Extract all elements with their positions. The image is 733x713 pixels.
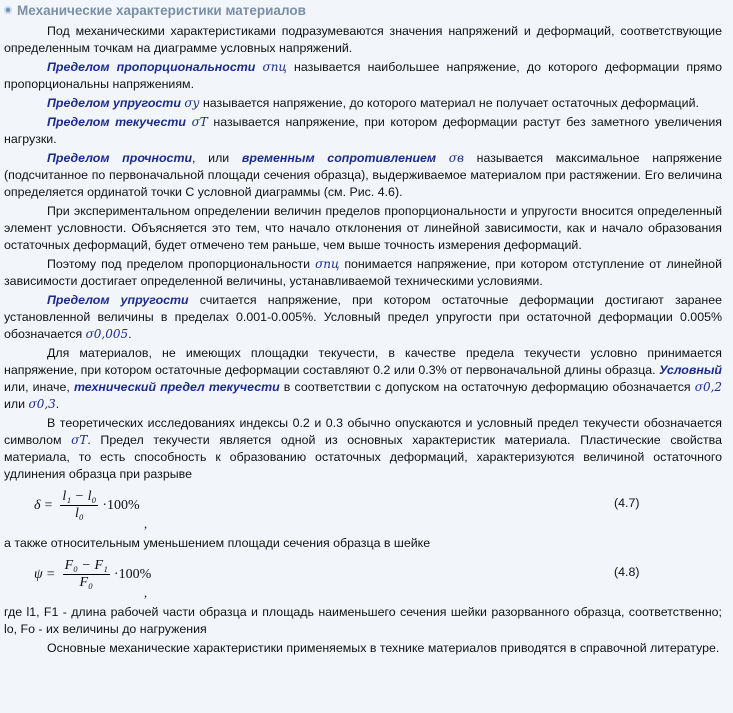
paragraph-between-formulas: а также относительным уменьшением площади сечения образца в шейке	[4, 536, 431, 550]
article-body	[4, 23, 722, 659]
formula-fraction	[63, 558, 110, 591]
symbol-sigma-t: σТ	[71, 433, 88, 447]
paragraph-text: понимается напряжение, при котором отступление от линейной зависимости достигает определенной величины, устанавливаемой техническими условиями.	[4, 257, 722, 288]
term-elastic-limit: Пределом упругости	[47, 96, 181, 110]
paragraph-text: , или	[192, 151, 242, 165]
formula-comma: ,	[144, 517, 148, 531]
paragraph-text: называется напряжение, до которого материал не получает остаточных деформаций.	[199, 96, 699, 110]
term-proportionality-limit: Пределом пропорциональности	[47, 60, 256, 74]
formula-equals: =	[44, 497, 53, 513]
symbol-sigma-pc: σпц	[262, 60, 287, 74]
paragraph-text: называется максимальное напряжение (подсчитанное по первоначальной площади сечения образца), выдерживаемое материалом при растяжении. Его величина определяется ординатой точки С условной диаграммы (см. Рис. 4.6).	[4, 151, 722, 199]
paragraph-experimental: При экспериментальном определении величин пределов пропорциональности и упругости вносится определенный элемент условности. Объясняется это тем, что начало отклонения от линейной зависимости, как и начало образования остаточных деформаций, будет отмечено тем раньше, чем выше точность измерения деформаций.	[4, 204, 722, 252]
formula-equals: =	[46, 566, 55, 582]
paragraph-elastic-limit-conventional	[4, 292, 722, 343]
term-ultimate-resistance: временным сопротивлением	[241, 151, 437, 165]
paragraph-notation: где l1, F1 - длина рабочей части образца и площадь наименьшего сечения шейки разорванного образца, соответственно; lо, Fо - их величины до нагружения	[4, 605, 722, 636]
paragraph-proportionality-definition	[4, 256, 722, 290]
paragraph-text: называется наибольшее напряжение, до которого деформации прямо пропорциональны напряжениям.	[4, 60, 722, 91]
symbol-sigma-03: σ0,3	[28, 397, 56, 411]
paragraph-conclusion: Основные механические характеристики применяемых в технике материалов приводятся в справочной литературе.	[47, 641, 720, 655]
symbol-sigma-v: σв	[448, 151, 464, 165]
paragraph-text: или, иначе,	[4, 380, 74, 394]
page-title: Механические характеристики материалов	[17, 2, 306, 18]
paragraph-text: считается напряжение, при котором остаточные деформации достигают заранее установленной величины в пределах 0.001-0.005%. Условный предел упругости при остаточной деформации 0.005% обозначается	[4, 293, 722, 341]
symbol-sigma-pc: σпц	[315, 257, 340, 271]
paragraph-text: Поэтому под пределом пропорциональности	[47, 257, 316, 271]
symbol-sigma-02: σ0,2	[694, 380, 723, 394]
formula-lhs: δ	[34, 497, 41, 513]
paragraph-text: или	[4, 397, 29, 411]
section-header	[0, 0, 306, 20]
formula-numerator: l₁ − l₀	[62, 489, 97, 504]
paragraph-yield-strength	[4, 114, 722, 148]
term-tensile-strength: Пределом прочности	[47, 151, 193, 165]
paragraph-text: В теоретических исследованиях индексы 0.2 и 0.3 обычно опускаются и условный предел текучести обозначается символом	[4, 416, 722, 447]
term-technical-yield: технический предел текучести	[73, 380, 280, 394]
formula-denominator: F₀	[79, 575, 93, 590]
formula-elongation	[4, 485, 722, 531]
formula-lhs: ψ	[34, 566, 43, 582]
paragraph-intro: Под механическими характеристиками подразумеваются значения напряжений и деформаций, соответствующие определенным точкам на диаграмме условных напряжений.	[4, 24, 722, 55]
paragraph-conventional-yield	[4, 345, 722, 413]
paragraph-proportionality-limit	[4, 59, 722, 93]
paragraph-text: называется напряжение, при котором деформации растут без заметного увеличения нагрузки.	[4, 115, 722, 146]
formula-expression	[34, 489, 140, 522]
term-conventional: Условный	[659, 363, 722, 377]
formula-denominator: l₀	[75, 506, 84, 521]
formula-area-reduction	[4, 554, 722, 600]
paragraph-tensile-strength	[4, 150, 722, 201]
paragraph-text: в соответствии с допуском на остаточную деформацию обозначается	[279, 380, 695, 394]
formula-rhs: ·100%	[113, 566, 152, 582]
symbol-sigma-0005: σ0,005	[85, 327, 129, 341]
paragraph-text: .	[128, 327, 132, 341]
symbol-sigma-t: σТ	[191, 115, 208, 129]
term-yield-strength: Пределом текучести	[47, 115, 186, 129]
paragraph-text: Для материалов, не имеющих площадки текучести, в качестве предела текучести условно принимается напряжение, при котором остаточные деформации составляют 0.2 или 0.3% от первоначальной длины образца.	[4, 346, 722, 377]
equation-number: (4.8)	[614, 565, 640, 579]
paragraph-text: . Предел текучести является одной из основных характеристик материала. Пластические свойства материала, то есть способность к образованию остаточных деформаций, характеризуются величиной остаточного удлинения образца при разрыве	[4, 433, 723, 481]
paragraph-text: .	[55, 397, 60, 411]
equation-number: (4.7)	[614, 496, 640, 510]
symbol-sigma-u: σу	[184, 96, 200, 110]
formula-expression	[34, 558, 151, 591]
paragraph-theoretical	[4, 415, 722, 483]
paragraph-elastic-limit	[4, 95, 722, 112]
formula-fraction	[60, 489, 98, 522]
formula-rhs: ·100%	[102, 497, 140, 513]
term-elastic-limit: Пределом упругости	[47, 293, 189, 307]
formula-numerator: F₀ − F₁	[64, 558, 108, 573]
bullet-icon	[4, 6, 12, 14]
formula-comma: ,	[144, 586, 148, 600]
